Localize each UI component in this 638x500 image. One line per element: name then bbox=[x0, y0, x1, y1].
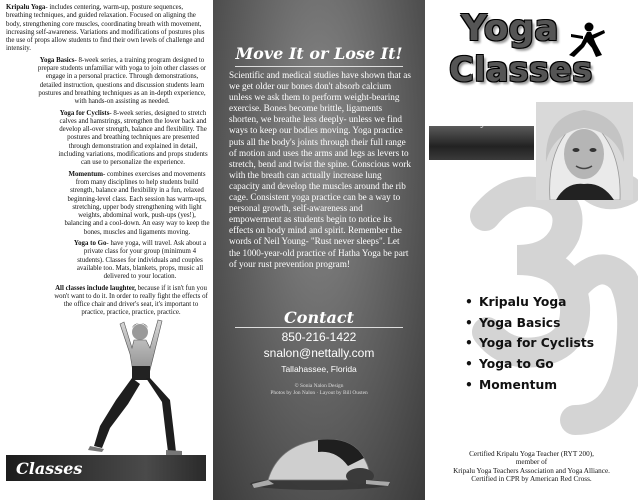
desc-basics: Yoga Basics- 8-week series, a training program designed to prepare students unfamiliar with yoga to join other classes or engage in a personal practice. Through demonstrations, detailed instruction, questions and discussion students learn postures and breathing techniques as an in-depth experience, with hands-on assisting as needed. bbox=[37, 56, 207, 106]
middle-panel bbox=[213, 0, 425, 500]
contact-title: Contact bbox=[284, 308, 354, 327]
classes-banner-label: Classes bbox=[16, 459, 83, 478]
desc-cyclists: Yoga for Cyclists- 8-week series, designed to stretch calves and hamstrings, strengthen the lower back and develop all-over strength, balance and flexibility. The postures and breathing techniques are presented through demonstration and explained in detail, including variations, modifications and props students can use to personalize the experience. bbox=[58, 109, 208, 167]
bullet-icon: • bbox=[465, 315, 473, 330]
class-list bbox=[465, 292, 594, 396]
title-divider bbox=[235, 66, 403, 67]
cert-line-4: Certified in CPR by American Red Cross. bbox=[471, 475, 592, 484]
cert-line-3: Kripalu Yoga Teachers Association and Yoga Alliance. bbox=[453, 466, 610, 475]
photo-credits bbox=[213, 383, 425, 396]
cert-line-2: member of bbox=[515, 458, 548, 467]
bullet-icon: • bbox=[465, 357, 473, 372]
instructor-portrait bbox=[536, 102, 633, 200]
desc-momentum: Momentum- combines exercises and movements from many disciplines to help students build strength, balance and flexibility in a fun, relaxed beginning-level class. Each session has warm-ups, stretching, upper body strengthening with light weights, abdominal work, push-ups (yes!), balancing and a cool-down. An easy way to keep the bones, muscles and ligaments moving. bbox=[64, 170, 210, 236]
desc-yoga-to-go: Yoga to Go- have yoga, will travel. Ask about a private class for your group (minimum 4 students). Classes for individuals and couples available too. Mats, blankets, props, music all delivered to your location. bbox=[73, 240, 207, 281]
warrior-pose-photo bbox=[88, 318, 188, 468]
phone-number[interactable]: 850-216-1422 bbox=[281, 330, 357, 344]
class-item-basics: • Yoga Basics bbox=[465, 313, 594, 334]
certification-text bbox=[425, 450, 638, 484]
class-item-yoga-to-go: • Yoga to Go bbox=[465, 354, 594, 375]
class-item-momentum: • Momentum bbox=[465, 375, 594, 396]
name-banner bbox=[429, 126, 534, 292]
class-item-kripalu: • Kripalu Yoga bbox=[465, 292, 594, 313]
bullet-icon: • bbox=[465, 377, 473, 392]
bullet-icon: • bbox=[465, 295, 473, 309]
class-descriptions bbox=[6, 4, 210, 321]
classes-title: Classes bbox=[449, 50, 593, 90]
desc-kripalu: Kripalu Yoga- includes centering, warm-up, posture sequences, breathing techniques, and guided relaxation. Focused on aligning the body, strengthening core muscles, coordinating breath with movement, increasing self-awareness. Variations and modifications of postures plus the use of props allow students to find their own levels of challenge and intensity. bbox=[6, 4, 205, 53]
classes-banner bbox=[6, 455, 206, 481]
by-label: by bbox=[477, 118, 486, 128]
bullet-icon: • bbox=[465, 336, 473, 351]
move-it-body: Scientific and medical studies have shown that as we get older our bones don't absorb calcium unless we ask them to perform weight-bearing exercise. Bones become brittle, ligaments shorten, we breathe less deeply- unless we find ways to keep our bodies moving. Yoga practice puts all the body's joints through their full range of motion and uses the arms and legs as levers to stretch, bend and twist the spine. Conscious work with the breath can actually increase lung capacity and develop the muscles around the rib cage. Consistent yoga practice can be a way to personal growth, self-awareness and empowerment as students begin to notice its effects on body mind and spirit. Remember the words of Neil Young- "Rust never sleeps". Let the 1000-year-old practice of Hatha Yoga be part of your rust prevention program! bbox=[229, 70, 411, 269]
desc-laughter: All classes include laughter, because if it isn't fun you won't want to do it. In order to really fight the effects of the office chair and driver's seat, it's important to practice, practice, practice, practice. bbox=[54, 284, 208, 317]
move-it-title: Move It or Lose It! bbox=[235, 44, 403, 63]
email-link[interactable]: snalon@nettally.com bbox=[263, 346, 375, 360]
instructor-name: Sonia Nalon bbox=[439, 260, 486, 292]
contact-divider bbox=[235, 327, 403, 328]
yoga-title: Yoga bbox=[461, 8, 559, 49]
right-panel bbox=[425, 0, 638, 500]
class-item-cyclists: • Yoga for Cyclists bbox=[465, 333, 594, 354]
credit-design: © Sonia Nalon Design bbox=[294, 383, 344, 389]
city-text: Tallahassee, Florida bbox=[281, 364, 357, 374]
cert-line-1: Certified Kripalu Yoga Teacher (RYT 200), bbox=[469, 450, 594, 458]
left-panel bbox=[0, 0, 213, 500]
credit-photo: Photos by Jon Nalon · Layout by Bill Ousten bbox=[270, 389, 368, 396]
childs-pose-photo bbox=[248, 410, 393, 490]
